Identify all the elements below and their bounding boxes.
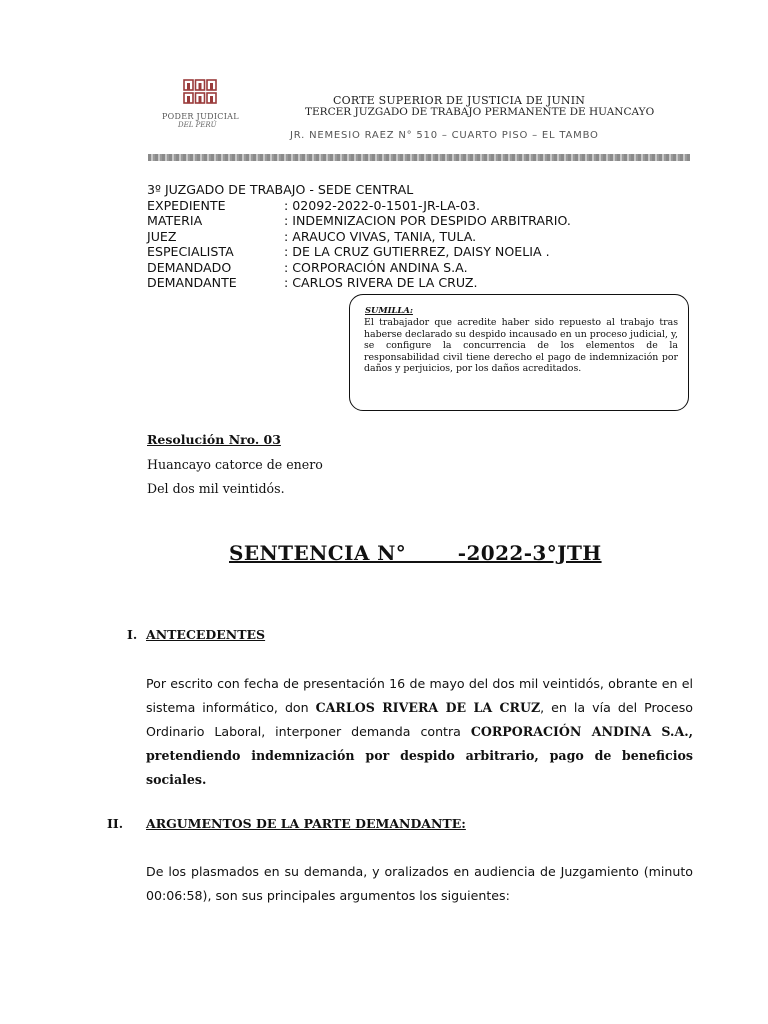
resolution-title: Resolución Nro. 03 — [147, 432, 281, 447]
case-row — [147, 198, 571, 214]
court-subname: TERCER JUZGADO DE TRABAJO PERMANENTE DE HUANCAYO — [305, 106, 655, 118]
section-paragraph: De los plasmados en su demanda, y oralizados en audiencia de Juzgamiento (minuto 00:06:58), son sus principales argumentos los siguientes: — [146, 864, 693, 903]
resolution-place-date: Huancayo catorce de enero — [147, 457, 323, 472]
case-label: ESPECIALISTA — [147, 244, 234, 259]
case-value: : INDEMNIZACION POR DESPIDO ARBITRARIO. — [284, 213, 571, 228]
resolution-year: Del dos mil veintidós. — [147, 481, 285, 496]
section-paragraph — [146, 672, 693, 792]
plaintiff-name: CARLOS RIVERA DE LA CRUZ — [315, 700, 541, 715]
case-value: : 02092-2022-0-1501-JR-LA-03. — [284, 197, 481, 213]
sumilla-text: El trabajador que acredite haber sido repuesto al trabajo tras haberse declarado su despido incausado en un proceso judicial, y, se configure la concurrencia de los elementos de la responsabilidad civil tiene derecho el pago de indemnización por daños y perjuicios, por los daños acreditados. — [364, 317, 678, 374]
case-label: EXPEDIENTE — [147, 197, 226, 213]
paragraph-text: , en la vía del Proceso Ordinario Laboral, interponer demanda contra — [146, 700, 693, 739]
section-number: I. — [127, 627, 138, 642]
case-value: : CARLOS RIVERA DE LA CRUZ. — [284, 275, 478, 290]
case-label: MATERIA — [147, 213, 203, 228]
case-value: : CORPORACIÓN ANDINA S.A. — [284, 259, 468, 275]
court-office: 3º JUZGADO DE TRABAJO - SEDE CENTRAL — [147, 182, 414, 197]
court-name: CORTE SUPERIOR DE JUSTICIA DE JUNIN — [333, 94, 586, 107]
section-number: II. — [107, 816, 124, 831]
defendant-claim: CORPORACIÓN ANDINA S.A., pretendiendo indemnización por despido arbitrario, pago de — [146, 724, 693, 763]
case-label: JUEZ — [147, 228, 177, 244]
case-row — [147, 275, 571, 291]
claim-continuation: beneficios sociales. — [146, 748, 693, 787]
logo-subtext: DEL PERÚ — [178, 121, 217, 129]
case-row — [147, 229, 571, 245]
judicial-emblem-icon — [183, 79, 217, 105]
case-row — [147, 244, 571, 260]
case-row — [147, 213, 571, 229]
case-label: DEMANDANTE — [147, 275, 237, 290]
case-info-block — [147, 182, 571, 291]
header-divider — [148, 154, 690, 161]
section-title-antecedentes: ANTECEDENTES — [146, 627, 266, 642]
case-label: DEMANDADO — [147, 259, 232, 275]
case-row — [147, 260, 571, 276]
section-title-argumentos: ARGUMENTOS DE LA PARTE DEMANDANTE: — [146, 816, 466, 831]
case-value: : ARAUCO VIVAS, TANIA, TULA. — [284, 228, 477, 244]
logo-text: PODER JUDICIAL — [162, 112, 239, 121]
sumilla-title: SUMILLA: — [365, 305, 413, 315]
paragraph-text: Por escrito con fecha de presentación 16 de mayo del dos mil veintidós, obrante en el sistema informático, don — [146, 676, 693, 715]
case-value: : DE LA CRUZ GUTIERREZ, DAISY NOELIA . — [284, 244, 550, 259]
sentencia-title: SENTENCIA N° -2022-3°JTH — [229, 541, 602, 565]
court-address: JR. NEMESIO RAEZ N° 510 – CUARTO PISO – EL TAMBO — [290, 130, 599, 141]
